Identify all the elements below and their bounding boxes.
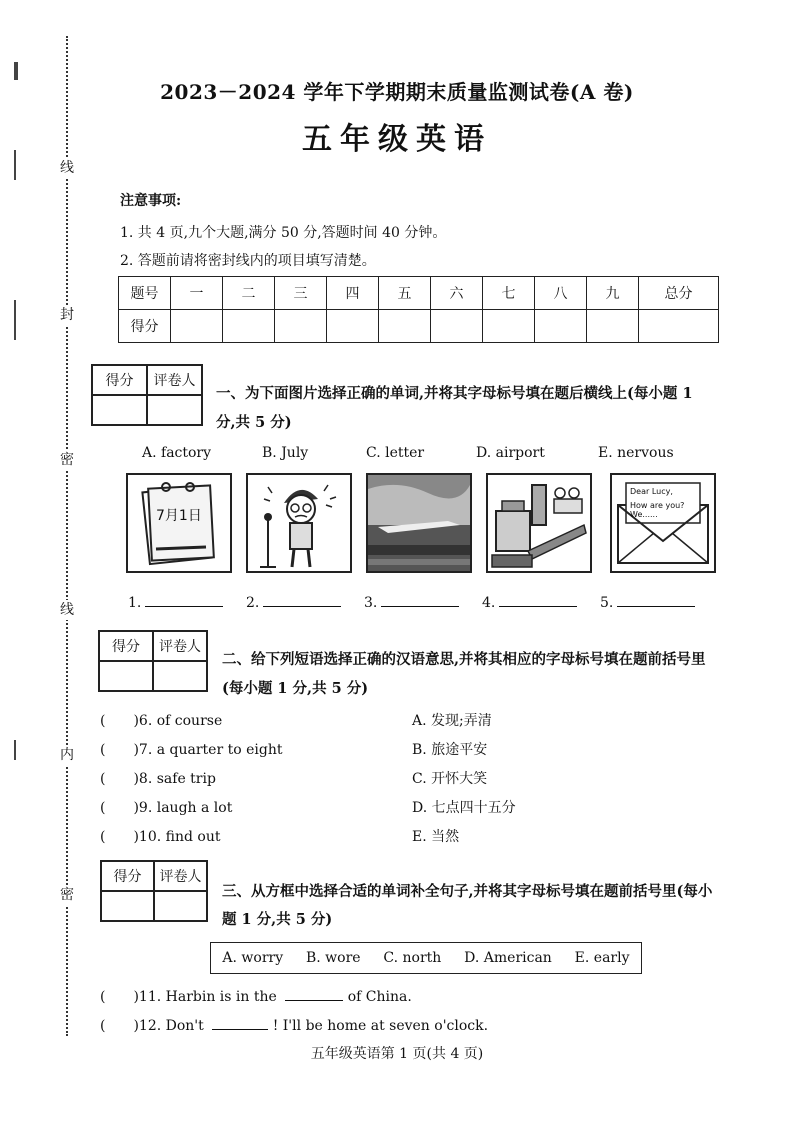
- factory-icon: [488, 475, 590, 571]
- calendar-date: 7月1日: [156, 508, 202, 524]
- notes-heading: 注意事项:: [120, 193, 182, 209]
- factory-picture: [486, 473, 592, 573]
- option-a: A. factory: [142, 445, 212, 461]
- grader-score-cell[interactable]: [92, 395, 147, 425]
- answer-option-a: A. 发现;弄清: [412, 713, 492, 729]
- score-input-cell[interactable]: [483, 310, 535, 343]
- score-input-cell[interactable]: [327, 310, 379, 343]
- score-cell: 八: [535, 277, 587, 310]
- option-e: E. nervous: [598, 445, 674, 461]
- grader-name-cell[interactable]: [154, 891, 207, 921]
- seal-char: 密: [60, 887, 74, 903]
- question-10[interactable]: ( )10. find out: [100, 829, 221, 845]
- edge-mark: [14, 300, 16, 340]
- score-input-cell[interactable]: [431, 310, 483, 343]
- word-option-b: B. wore: [305, 950, 361, 966]
- blank-number: 1.: [128, 595, 142, 611]
- score-cell: 四: [327, 277, 379, 310]
- question-8[interactable]: ( )8. safe trip: [100, 771, 216, 787]
- question-11-start: ( )11. Harbin is in the: [100, 989, 277, 1005]
- letter-body: How are you? We......: [630, 501, 685, 519]
- word-option-a: A. worry: [222, 950, 284, 966]
- score-input-cell[interactable]: [639, 310, 719, 343]
- score-cell: 一: [171, 277, 223, 310]
- section3-title: 三、从方框中选择合适的单词补全句子,并将其字母标号填在题前括号里(每小: [222, 883, 713, 900]
- grader-box: [91, 364, 203, 426]
- section3-title-cont: 题 1 分,共 5 分): [222, 911, 333, 928]
- seal-char: 线: [60, 160, 74, 176]
- score-input-cell[interactable]: [275, 310, 327, 343]
- airplane-photo: [368, 475, 470, 571]
- score-input-cell[interactable]: [171, 310, 223, 343]
- grader-box: [98, 630, 208, 692]
- question-6[interactable]: ( )6. of course: [100, 713, 223, 729]
- grader-score-label: 得分: [101, 861, 154, 891]
- grader-score-label: 得分: [92, 365, 147, 395]
- question-11[interactable]: [100, 986, 412, 1006]
- score-input-cell[interactable]: [223, 310, 275, 343]
- score-cell: 五: [379, 277, 431, 310]
- question-12[interactable]: [100, 1015, 488, 1035]
- word-option-c: C. north: [383, 950, 442, 966]
- word-option-d: D. American: [464, 950, 552, 966]
- edge-mark: [14, 740, 16, 760]
- score-cell: 题号: [119, 277, 171, 310]
- score-cell: 二: [223, 277, 275, 310]
- score-cell: 总分: [639, 277, 719, 310]
- blank-number: 5.: [600, 595, 614, 611]
- section2-title: 二、给下列短语选择正确的汉语意思,并将其相应的字母标号填在题前括号里: [222, 651, 706, 668]
- grader-score-cell[interactable]: [99, 661, 153, 691]
- note-item: 2. 答题前请将密封线内的项目填写清楚。: [120, 253, 376, 269]
- score-cell: 六: [431, 277, 483, 310]
- option-d: D. airport: [476, 445, 545, 461]
- blank-number: 2.: [246, 595, 260, 611]
- word-option-e: E. early: [574, 950, 630, 966]
- answer-option-c: C. 开怀大笑: [412, 771, 488, 787]
- section2-title-cont: (每小题 1 分,共 5 分): [222, 680, 369, 697]
- question-11-blank[interactable]: [285, 987, 343, 1001]
- grader-name-cell[interactable]: [147, 395, 202, 425]
- calendar-picture: [126, 473, 232, 573]
- answer-blank-2[interactable]: [246, 593, 341, 611]
- answer-blank-3[interactable]: [364, 593, 459, 611]
- question-7[interactable]: ( )7. a quarter to eight: [100, 742, 283, 758]
- blank-number: 3.: [364, 595, 378, 611]
- answer-option-d: D. 七点四十五分: [412, 800, 516, 816]
- score-cell: 三: [275, 277, 327, 310]
- score-input-cell[interactable]: [535, 310, 587, 343]
- answer-blank-1[interactable]: [128, 593, 223, 611]
- word-bank-box: [210, 942, 642, 974]
- score-label: 得分: [119, 310, 171, 343]
- score-cell: 九: [587, 277, 639, 310]
- answer-option-e: E. 当然: [412, 829, 460, 845]
- grader-name-label: 评卷人: [147, 365, 202, 395]
- section1-title-cont: 分,共 5 分): [216, 414, 292, 431]
- grader-name-label: 评卷人: [154, 861, 207, 891]
- answer-blank-5[interactable]: [600, 593, 695, 611]
- blank-number: 4.: [482, 595, 496, 611]
- nervous-boy-icon: [248, 475, 350, 571]
- question-12-start: ( )12. Don't: [100, 1018, 204, 1034]
- score-input-cell[interactable]: [587, 310, 639, 343]
- section1-title: 一、为下面图片选择正确的单词,并将其字母标号填在题后横线上(每小题 1: [216, 385, 693, 402]
- nervous-picture: [246, 473, 352, 573]
- score-table-header-row: [119, 277, 719, 310]
- note-item: 1. 共 4 页,九个大题,满分 50 分,答题时间 40 分钟。: [120, 225, 447, 241]
- question-12-blank[interactable]: [212, 1016, 268, 1030]
- grader-box: [100, 860, 208, 922]
- option-c: C. letter: [366, 445, 425, 461]
- grader-score-label: 得分: [99, 631, 153, 661]
- score-input-cell[interactable]: [379, 310, 431, 343]
- question-9[interactable]: ( )9. laugh a lot: [100, 800, 233, 816]
- grader-name-cell[interactable]: [153, 661, 207, 691]
- letter-picture: [610, 473, 716, 573]
- score-table-score-row: [119, 310, 719, 343]
- page-footer: 五年级英语第 1 页(共 4 页): [310, 1046, 484, 1062]
- seal-char: 封: [60, 307, 74, 323]
- exam-title: 2023－2024 学年下学期期末质量监测试卷(A 卷): [160, 80, 634, 104]
- option-b: B. July: [262, 445, 309, 461]
- letter-greeting: Dear Lucy,: [630, 487, 673, 496]
- question-11-end: of China.: [347, 989, 412, 1005]
- seal-char: 线: [60, 602, 74, 618]
- score-table: [118, 276, 719, 343]
- subject-title: 五年级英语: [302, 122, 492, 157]
- seal-char: 密: [60, 452, 74, 468]
- grader-name-label: 评卷人: [153, 631, 207, 661]
- score-cell: 七: [483, 277, 535, 310]
- seal-char: 内: [60, 747, 74, 763]
- question-12-end: ! I'll be home at seven o'clock.: [272, 1018, 489, 1034]
- answer-option-b: B. 旅途平安: [412, 742, 488, 758]
- airport-picture: [366, 473, 472, 573]
- answer-blank-4[interactable]: [482, 593, 577, 611]
- grader-score-cell[interactable]: [101, 891, 154, 921]
